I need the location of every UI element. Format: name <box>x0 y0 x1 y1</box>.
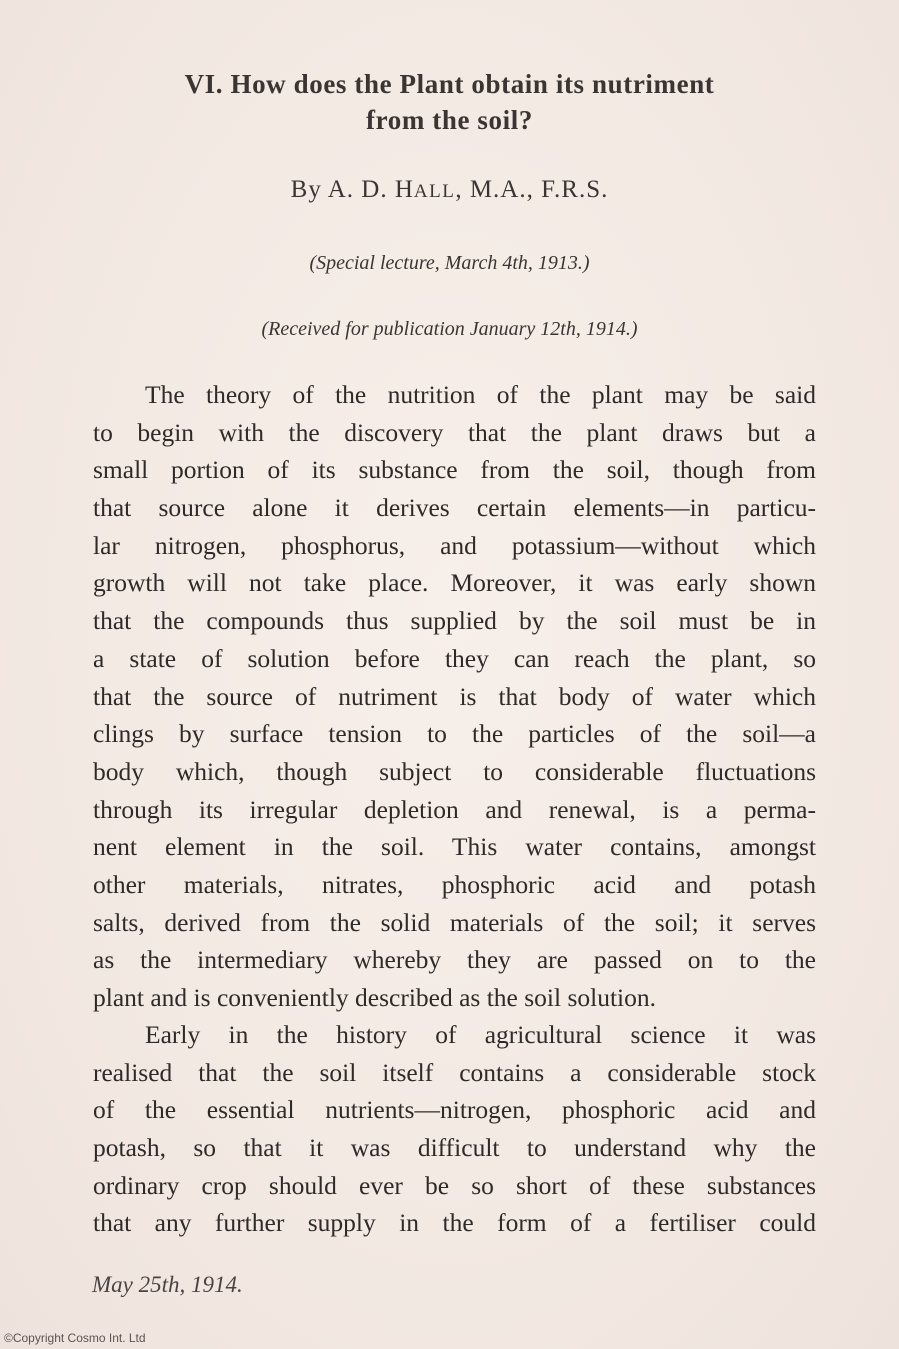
text-line: growth will not take place. Moreover, it was early shown <box>93 568 816 598</box>
text-line: plant and is conveniently described as the soil solution. <box>93 983 657 1012</box>
footer-date: May 25th, 1914. <box>92 1272 243 1297</box>
author-by: By <box>290 176 322 203</box>
text-line: Early in the history of agricultural science it was <box>145 1020 816 1049</box>
received-note: (Received for publication January 12th, 1914.) <box>261 318 638 340</box>
text-line: ordinary crop should ever be so short of these substances <box>93 1170 816 1200</box>
author-surname-initial: H <box>394 176 414 203</box>
copyright-watermark: ©Copyright Cosmo Int. Ltd <box>4 1331 146 1345</box>
text-line: to begin with the discovery that the plant draws but a <box>93 417 816 447</box>
text-line: small portion of its substance from the soil, though from <box>93 455 816 485</box>
text-line: that source alone it derives certain elements—in particu- <box>93 493 816 523</box>
text-line: through its irregular depletion and renewal, is a perma- <box>93 794 816 824</box>
text-line: that the compounds thus supplied by the soil must be in <box>93 606 816 636</box>
text-line: other materials, nitrates, phosphoric acid and potash <box>93 869 816 899</box>
author-byline <box>0 176 899 204</box>
text-line: lar nitrogen, phosphorus, and potassium—without which <box>93 530 816 560</box>
text-line: as the intermediary whereby they are passed on to the <box>93 945 816 975</box>
paragraph-2 <box>93 1016 816 1242</box>
article-title <box>60 66 839 138</box>
article-title-line-2: from the soil? <box>366 105 533 135</box>
text-line: nent element in the soil. This water contains, amongst <box>93 832 816 862</box>
article-title-line-1: VI. How does the Plant obtain its nutriment <box>184 69 715 99</box>
lecture-note: (Special lecture, March 4th, 1913.) <box>309 252 590 274</box>
author-initials: A. D. <box>327 176 388 203</box>
text-line: clings by surface tension to the particles of the soil—a <box>93 719 816 749</box>
text-line: body which, though subject to considerable fluctuations <box>93 756 816 786</box>
text-line: potash, so that it was difficult to understand why the <box>93 1133 816 1163</box>
text-line: that any further supply in the form of a fertiliser could <box>93 1208 816 1238</box>
text-line: of the essential nutrients—nitrogen, phosphoric acid and <box>93 1095 816 1125</box>
text-line: realised that the soil itself contains a considerable stock <box>93 1057 816 1087</box>
text-line: The theory of the nutrition of the plant may be said <box>145 380 816 409</box>
author-surname-rest: ALL <box>413 181 456 202</box>
author-degrees: , M.A., F.R.S. <box>455 176 609 203</box>
text-line: salts, derived from the solid materials of the soil; it serves <box>93 907 816 937</box>
text-line: that the source of nutriment is that body of water which <box>93 681 816 711</box>
paragraph-1 <box>93 376 816 1017</box>
text-line: a state of solution before they can reach the plant, so <box>93 643 816 673</box>
